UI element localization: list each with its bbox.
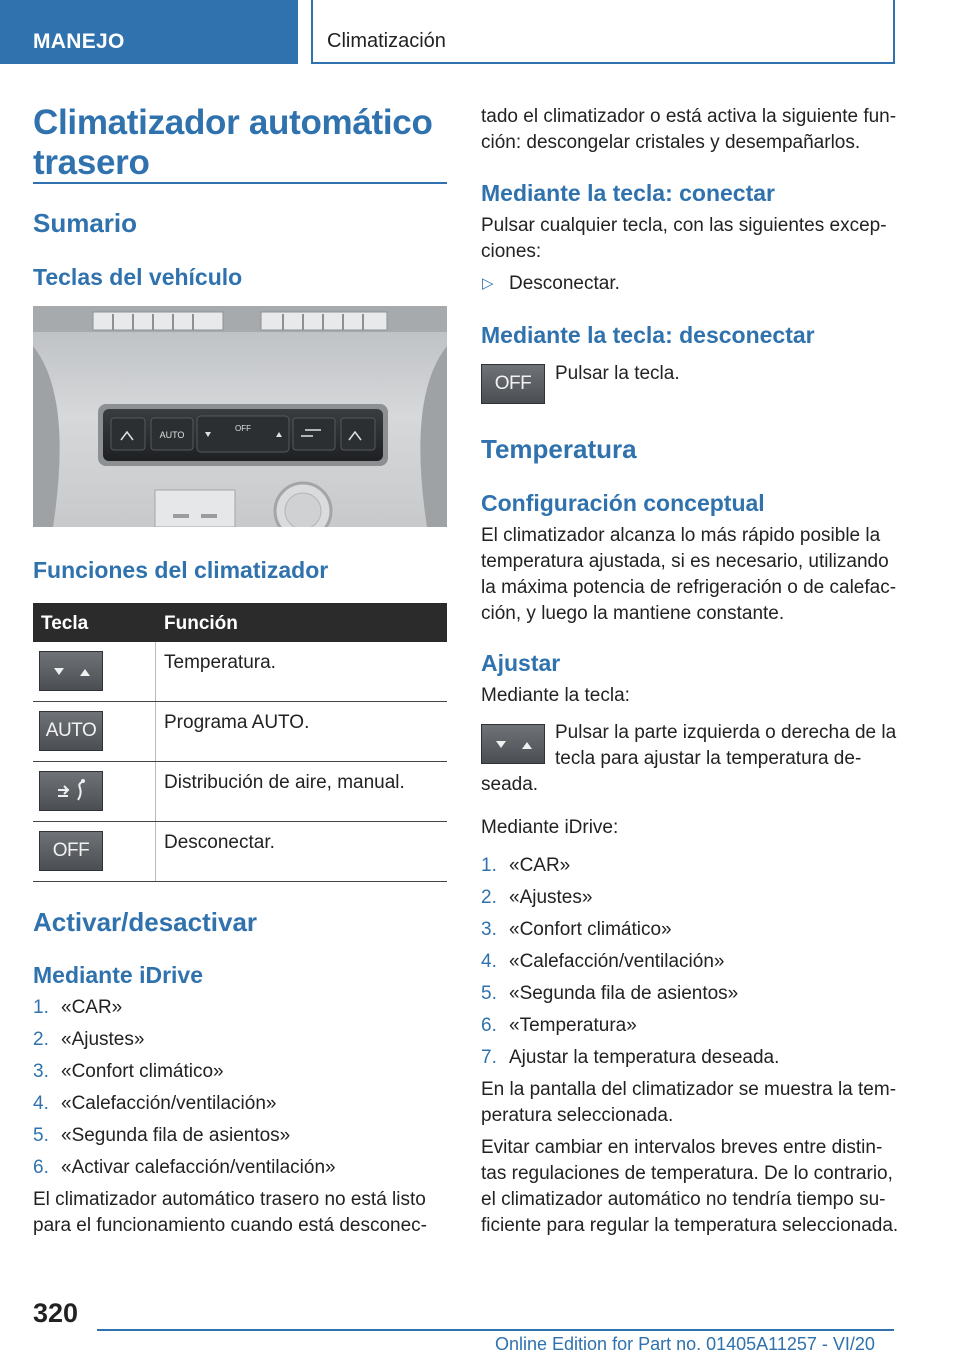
paragraph-status: El climatizador automático trasero no está listo para el funcionamiento cuando está desconec- xyxy=(33,1189,427,1236)
heading-activar: Activar/desactivar xyxy=(33,907,258,937)
list-item: «Segunda fila de asientos» xyxy=(509,983,739,1004)
footer-rule xyxy=(97,1329,894,1331)
auto-key-icon: AUTO xyxy=(39,711,103,751)
paragraph-ajustar-end: seada. xyxy=(481,774,539,795)
table-row xyxy=(33,762,447,822)
list-item: Ajustar la temperatura deseada. xyxy=(509,1047,780,1068)
bullet-item: Desconectar. xyxy=(509,273,620,294)
table-col-key: Tecla xyxy=(41,613,89,634)
heading-ajustar: Ajustar xyxy=(481,650,561,676)
table-row xyxy=(33,642,447,702)
footer-edition: Online Edition for Part no. 01405A11257 - VI/20 xyxy=(495,1334,875,1354)
vehicle-panel-photo xyxy=(33,306,447,527)
list-item: «Segunda fila de asientos» xyxy=(61,1125,291,1146)
page-number: 320 xyxy=(33,1298,79,1328)
paragraph-warning: Evitar cambiar en intervalos breves entre distin- tas regulaciones de temperatura. De lo contrario, el climatizador automático no tendría tiempo su- ficiente para regular la temperatura seleccionada. xyxy=(481,1137,899,1236)
photo-auto-label: AUTO xyxy=(159,430,185,440)
table-header xyxy=(33,603,447,642)
temperature-arrows-icon xyxy=(39,651,103,691)
table-cell-func: Programa AUTO. xyxy=(164,712,310,733)
list-item: «Activar calefacción/ventilación» xyxy=(61,1157,336,1178)
list-item: «Calefacción/ventilación» xyxy=(509,951,725,972)
off-key-icon: OFF xyxy=(39,831,103,871)
functions-table xyxy=(33,603,447,882)
paragraph-config: El climatizador alcanza lo más rápido posible la temperatura ajustada, si es necesario, utilizando la máxima potencia de refrigeración o de calefac- ción, y luego la mantiene constante. xyxy=(481,525,897,624)
list-item: «Temperatura» xyxy=(509,1015,637,1036)
photo-off-label: OFF xyxy=(235,424,251,433)
heading-conectar: Mediante la tecla: conectar xyxy=(481,180,775,206)
chapter-tab xyxy=(311,0,895,64)
heading-temperatura: Temperatura xyxy=(481,434,637,464)
table-cell-func: Distribución de aire, manual. xyxy=(164,772,405,793)
heading-funciones: Funciones del climatizador xyxy=(33,557,329,583)
ajustar-intro: Mediante la tecla: xyxy=(481,685,630,706)
heading-desconectar: Mediante la tecla: desconectar xyxy=(481,322,815,348)
page-title: Climatizador automático trasero xyxy=(33,103,433,182)
table-row xyxy=(33,702,447,762)
off-key-icon: OFF xyxy=(481,364,545,404)
list-item: «CAR» xyxy=(509,855,571,876)
table-col-func: Función xyxy=(164,613,238,634)
paragraph-desconectar: Pulsar la tecla. xyxy=(555,363,680,384)
section-tab xyxy=(0,0,298,64)
air-distribution-icon xyxy=(39,771,103,811)
paragraph-conectar: Pulsar cualquier tecla, con las siguientes excep- ciones: xyxy=(481,215,887,262)
paragraph-display: En la pantalla del climatizador se muestra la tem- peratura seleccionada. xyxy=(481,1079,897,1126)
section-label: MANEJO xyxy=(33,30,125,53)
list-item: «Ajustes» xyxy=(509,887,593,908)
list-item: «Calefacción/ventilación» xyxy=(61,1093,277,1114)
temperature-arrows-icon xyxy=(481,724,545,764)
idrive-intro: Mediante iDrive: xyxy=(481,817,619,838)
bullet-triangle-icon: ▷ xyxy=(482,275,494,292)
list-item: «CAR» xyxy=(61,997,123,1018)
paragraph-ajustar: Pulsar la parte izquierda o derecha de la tecla para ajustar la temperatura de- xyxy=(555,722,897,769)
heading-sumario: Sumario xyxy=(33,208,138,238)
list-item: «Confort climático» xyxy=(61,1061,224,1082)
list-item: «Ajustes» xyxy=(61,1029,145,1050)
table-cell-func: Desconectar. xyxy=(164,832,275,853)
heading-config: Configuración conceptual xyxy=(481,490,765,516)
table-row xyxy=(33,822,447,882)
paragraph-continued: tado el climatizador o está activa la siguiente fun- ción: descongelar cristales y desempañarlos. xyxy=(481,106,897,153)
list-item: «Confort climático» xyxy=(509,919,672,940)
title-rule xyxy=(33,182,447,184)
heading-idrive: Mediante iDrive xyxy=(33,962,203,988)
chapter-label: Climatización xyxy=(327,30,446,52)
table-cell-func: Temperatura. xyxy=(164,652,276,673)
heading-teclas: Teclas del vehículo xyxy=(33,264,243,290)
